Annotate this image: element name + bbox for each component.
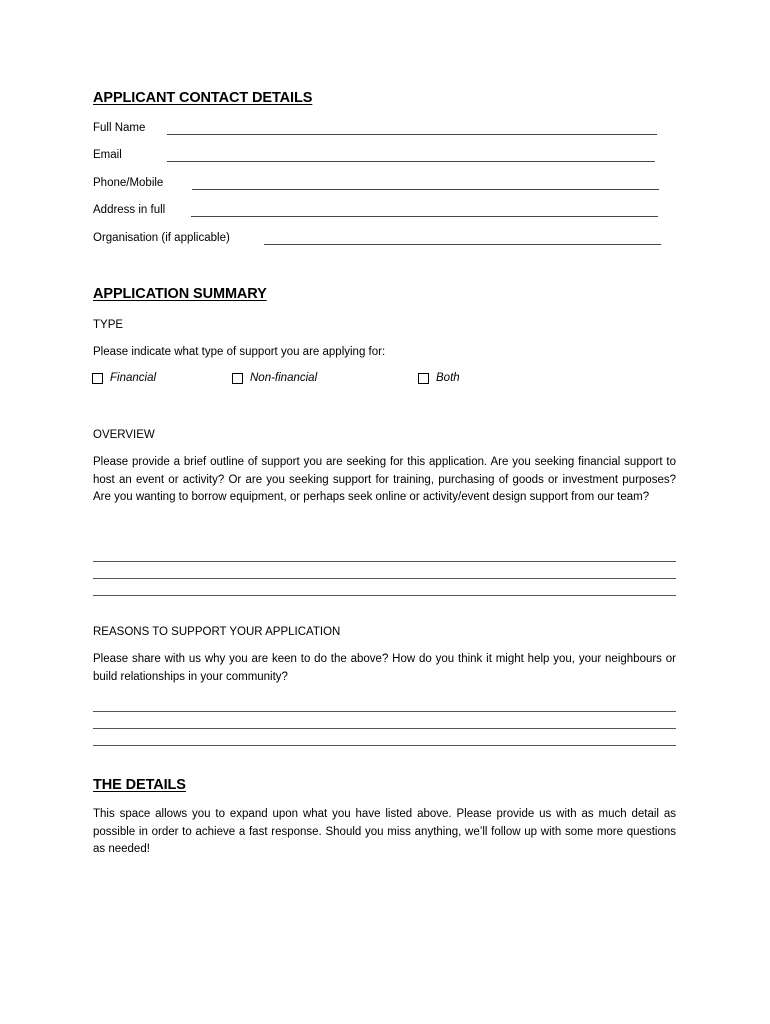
- financial-option[interactable]: [92, 372, 182, 388]
- both-checkbox[interactable]: [418, 373, 429, 384]
- summary-heading: APPLICATION SUMMARY: [93, 286, 267, 302]
- non-financial-label: Non-financial: [250, 372, 318, 384]
- financial-checkbox[interactable]: [92, 373, 103, 384]
- both-option[interactable]: [418, 372, 478, 388]
- address-row[interactable]: [93, 204, 663, 218]
- reasons-text: Please share with us why you are keen to do the above? How do you think it might help you, your neighbours or build relationships in your community?: [93, 653, 676, 683]
- contact-heading: APPLICANT CONTACT DETAILS: [93, 90, 313, 106]
- financial-label: Financial: [110, 372, 157, 384]
- email-field[interactable]: [167, 161, 655, 162]
- both-label: Both: [436, 372, 460, 384]
- full-name-row[interactable]: [93, 122, 659, 136]
- reasons-label: REASONS TO SUPPORT YOUR APPLICATION: [93, 626, 341, 638]
- type-prompt: Please indicate what type of support you are applying for:: [93, 346, 386, 358]
- address-field[interactable]: [191, 216, 658, 217]
- overview-answer-line[interactable]: [93, 595, 676, 596]
- email-label: Email: [93, 149, 122, 161]
- phone-field[interactable]: [192, 189, 659, 190]
- organisation-field[interactable]: [264, 244, 661, 245]
- reasons-answer-line[interactable]: [93, 711, 676, 712]
- non-financial-checkbox[interactable]: [232, 373, 243, 384]
- non-financial-option[interactable]: [232, 372, 342, 388]
- organisation-label: Organisation (if applicable): [93, 232, 230, 244]
- overview-answer-line[interactable]: [93, 561, 676, 562]
- phone-row[interactable]: [93, 177, 663, 191]
- full-name-field[interactable]: [167, 134, 657, 135]
- type-label: TYPE: [93, 319, 124, 331]
- reasons-answer-line[interactable]: [93, 745, 676, 746]
- overview-answer-line[interactable]: [93, 578, 676, 579]
- address-label: Address in full: [93, 204, 166, 216]
- phone-label: Phone/Mobile: [93, 177, 164, 189]
- overview-label: OVERVIEW: [93, 429, 155, 441]
- full-name-label: Full Name: [93, 122, 146, 134]
- email-row[interactable]: [93, 149, 659, 163]
- details-text: This space allows you to expand upon what you have listed above. Please provide us with as much detail as possible in order to achieve a fast response. Should you miss anything, we’ll follow up with some more questions as needed!: [93, 808, 676, 855]
- details-heading: THE DETAILS: [93, 777, 186, 793]
- overview-text: Please provide a brief outline of support you are seeking for this application. Are you seeking financial support to host an event or activity? Or are you seeking support for training, purchasing of goods or investment purposes? Are you wanting to borrow equipment, or perhaps seek online or activity/event design support from our team?: [93, 456, 676, 503]
- reasons-answer-line[interactable]: [93, 728, 676, 729]
- organisation-row[interactable]: [93, 232, 665, 246]
